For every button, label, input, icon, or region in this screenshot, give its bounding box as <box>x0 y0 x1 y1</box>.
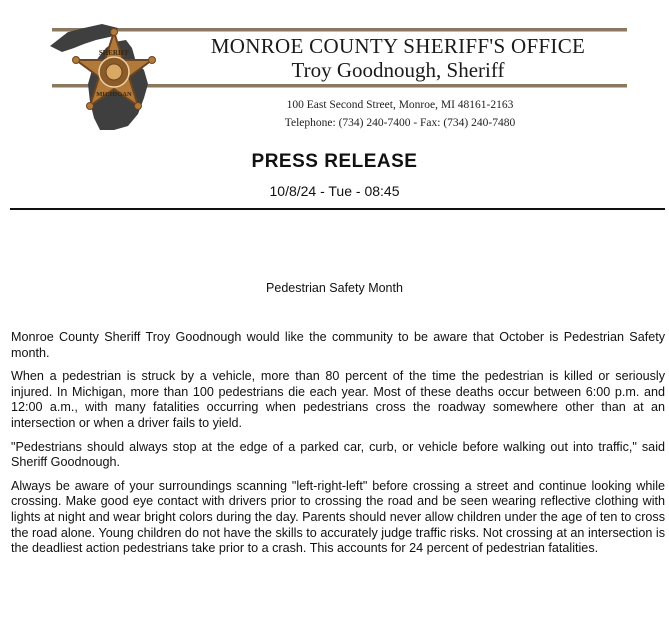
badge-top-label: SHERIFF <box>98 49 130 57</box>
body-paragraph: When a pedestrian is struck by a vehicle, more than 80 percent of the time the pedestrian is killed or seriously injured. In Michigan, more than 100 pedestrians die each year. Most of these deaths occur between 6:00 p.m. and 12:00 a.m., with many fatalities occurring when pedestrians cross the roadway somewhere other than at an intersection or when a driver fails to yield. <box>11 369 665 430</box>
office-name: MONROE COUNTY SHERIFF'S OFFICE <box>210 34 586 58</box>
letterhead <box>0 0 669 140</box>
body-paragraph: "Pedestrians should always stop at the edge of a parked car, curb, or vehicle before walking out into traffic," said Sheriff Goodnough. <box>11 439 665 470</box>
office-address: 100 East Second Street, Monroe, MI 48161-2163 <box>286 99 514 111</box>
badge-bottom-label: MICHIGAN <box>96 91 132 98</box>
press-release-title: PRESS RELEASE <box>251 151 418 172</box>
header-divider <box>10 208 665 210</box>
sheriff-star-badge-icon <box>44 18 184 138</box>
office-phone-fax: Telephone: (734) 240-7400 - Fax: (734) 240-7480 <box>284 117 516 129</box>
body-paragraph: Always be aware of your surroundings scanning "left-right-left" before crossing a street and continue looking while crossing. Make good eye contact with drivers prior to crossing the road and be seen wearing reflective clothing with lights at night and wear bright colors during the day. Parents should never allow children under the age of ten to cross the road alone. Young children do not have the skills to accurately judge traffic risks. Not crossing at an intersection is the deadliest action pedestrians take prior to a crash. This accounts for 24 percent of pedestrian fatalities. <box>11 478 665 556</box>
release-body <box>11 330 665 565</box>
body-paragraph: Monroe County Sheriff Troy Goodnough would like the community to be aware that October is Pedestrian Safety month. <box>11 330 665 360</box>
release-headline: Pedestrian Safety Month <box>266 281 403 295</box>
press-release-date: 10/8/24 - Tue - 08:45 <box>269 183 400 199</box>
sheriff-name: Troy Goodnough, Sheriff <box>291 58 505 82</box>
